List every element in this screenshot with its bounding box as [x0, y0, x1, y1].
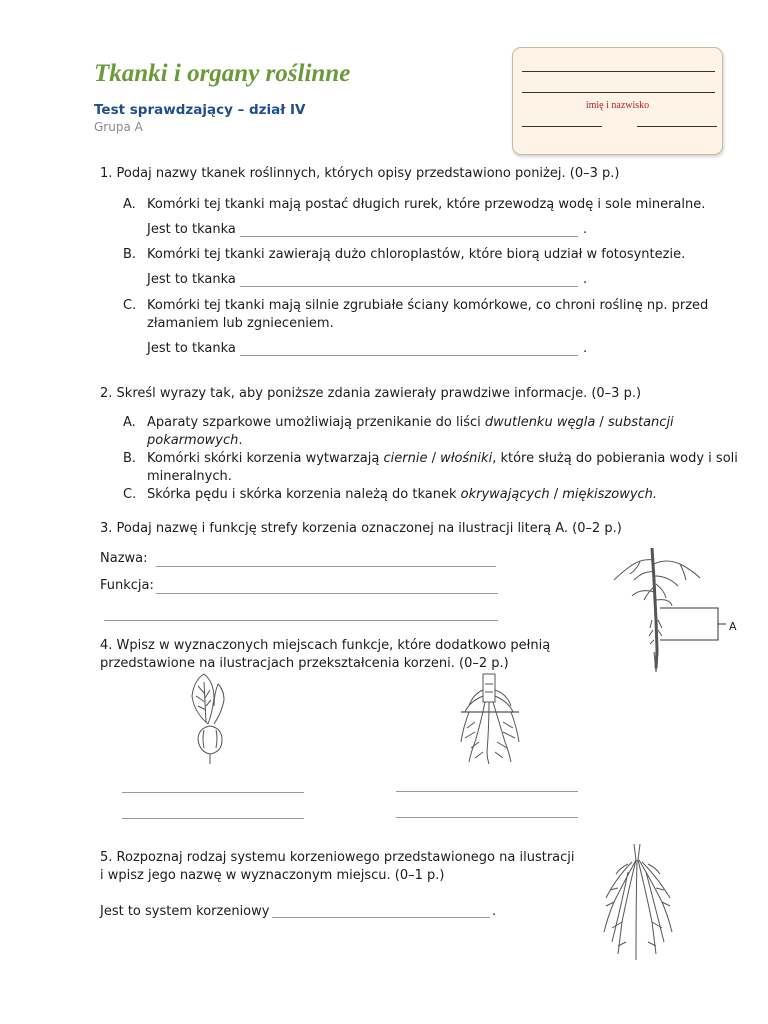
- q1-item-a-answer-line[interactable]: [240, 236, 578, 237]
- q1-item-a-letter: A.: [123, 197, 136, 212]
- q3-function-answer-line-2[interactable]: [104, 620, 498, 621]
- q2-c-pre: Skórka pędu i skórka korzenia należą do tkanek: [147, 487, 461, 502]
- q1-item-b-answer-label: Jest to tkanka: [147, 272, 236, 287]
- fibrous-root-system-illustration: [598, 842, 678, 964]
- name-line-2: [522, 92, 715, 93]
- question-4-prompt-line1: 4. Wpisz w wyznaczonych miejscach funkcje, które dodatkowo pełnią: [100, 638, 551, 653]
- name-line-1: [522, 71, 715, 72]
- q3-figure-label-a: A: [729, 620, 737, 633]
- q2-b-separator: /: [427, 451, 441, 466]
- name-line-4: [637, 126, 717, 127]
- q2-a-option-2[interactable]: substancji: [607, 415, 674, 430]
- question-4-prompt-line2: przedstawione na ilustracjach przekształcenia korzeni. (0–2 p.): [100, 656, 509, 671]
- q2-c-option-1[interactable]: okrywających: [460, 487, 550, 502]
- q5-dot: .: [492, 904, 497, 919]
- q4-prop-root-answer-line-2[interactable]: [396, 817, 578, 818]
- q2-c-option-2[interactable]: miękiszowych.: [562, 487, 658, 502]
- q1-item-b-letter: B.: [123, 247, 137, 262]
- q2-b-option-1[interactable]: ciernie: [383, 451, 428, 466]
- q2-item-b-letter: B.: [123, 451, 137, 466]
- question-1-prompt: 1. Podaj nazwy tkanek roślinnych, których opisy przedstawiono poniżej. (0–3 p.): [100, 166, 620, 181]
- q2-a-post: .: [238, 433, 243, 448]
- q2-item-a-letter: A.: [123, 415, 136, 430]
- question-5-prompt-line2: i wpisz jego nazwę w wyznaczonym miejscu. (0–1 p.): [100, 868, 445, 883]
- q1-item-c-answer-line[interactable]: [240, 355, 578, 356]
- question-5-prompt-line1: 5. Rozpoznaj rodzaj systemu korzeniowego przedstawionego na ilustracji: [100, 850, 575, 865]
- q2-item-b-sentence: [147, 450, 738, 468]
- question-2-prompt: 2. Skreśl wyrazy tak, aby poniższe zdania zawierały prawdziwe informacje. (0–3 p.): [100, 386, 642, 401]
- group-label: Grupa A: [94, 120, 143, 134]
- q2-b-pre: Komórki skórki korzenia wytwarzają: [147, 451, 384, 466]
- q1-item-a-text: Komórki tej tkanki mają postać długich rurek, które przewodzą wodę i sole mineralne.: [147, 197, 706, 212]
- storage-root-beet-illustration: [180, 672, 240, 767]
- q4-prop-root-answer-line-1[interactable]: [396, 791, 578, 792]
- q3-name-label: Nazwa:: [100, 551, 148, 566]
- prop-roots-illustration: [455, 672, 525, 767]
- q1-item-b-text: Komórki tej tkanki zawierają dużo chloroplastów, które biorą udział w fotosyntezie.: [147, 247, 686, 262]
- q3-function-answer-line[interactable]: [156, 593, 498, 594]
- q5-answer-line[interactable]: [272, 917, 490, 918]
- q1-item-c-text-line1: Komórki tej tkanki mają silnie zgrubiałe ściany komórkowe, co chroni roślinę np. przed: [147, 298, 709, 313]
- q2-item-a-sentence-line2: [147, 432, 243, 450]
- q2-b-post: , które służą do pobierania wody i soli: [492, 451, 738, 466]
- q2-a-separator: /: [595, 415, 608, 430]
- q1-item-a-answer-label: Jest to tkanka: [147, 222, 236, 237]
- q3-name-answer-line[interactable]: [156, 566, 496, 567]
- q2-b-option-2[interactable]: włośniki: [440, 451, 493, 466]
- q2-item-c-sentence: [147, 486, 657, 504]
- q1-item-a-dot: .: [583, 222, 588, 237]
- page-title: Tkanki i organy roślinne: [94, 60, 351, 87]
- q2-a-option-1[interactable]: dwutlenku węgla: [484, 415, 596, 430]
- q2-item-b-sentence-line2: mineralnych.: [147, 469, 232, 484]
- q2-c-separator: /: [549, 487, 563, 502]
- q5-answer-label: Jest to system korzeniowy: [100, 904, 270, 919]
- q1-item-c-answer-label: Jest to tkanka: [147, 341, 236, 356]
- name-line-3: [522, 126, 602, 127]
- q1-item-c-dot: .: [583, 341, 588, 356]
- name-label: imię i nazwisko: [585, 100, 650, 111]
- q2-item-c-letter: C.: [123, 487, 137, 502]
- q2-a-pre: Aparaty szparkowe umożliwiają przenikanie do liści: [147, 415, 485, 430]
- q3-function-label: Funkcja:: [100, 578, 154, 593]
- root-zones-illustration: [600, 540, 740, 680]
- q4-beet-answer-line-2[interactable]: [122, 818, 304, 819]
- question-3-prompt: 3. Podaj nazwę i funkcję strefy korzenia oznaczonej na ilustracji literą A. (0–2 p.): [100, 521, 622, 536]
- student-name-box[interactable]: [512, 47, 723, 155]
- q1-item-c-text-line2: złamaniem lub zgnieceniem.: [147, 316, 334, 331]
- test-subtitle: Test sprawdzający – dział IV: [94, 102, 306, 118]
- q1-item-b-dot: .: [583, 272, 588, 287]
- q2-item-a-sentence: [147, 414, 674, 432]
- q4-beet-answer-line-1[interactable]: [122, 792, 304, 793]
- q1-item-c-letter: C.: [123, 298, 137, 313]
- q2-a-option-2-cont[interactable]: pokarmowych: [147, 433, 239, 448]
- q1-item-b-answer-line[interactable]: [240, 286, 578, 287]
